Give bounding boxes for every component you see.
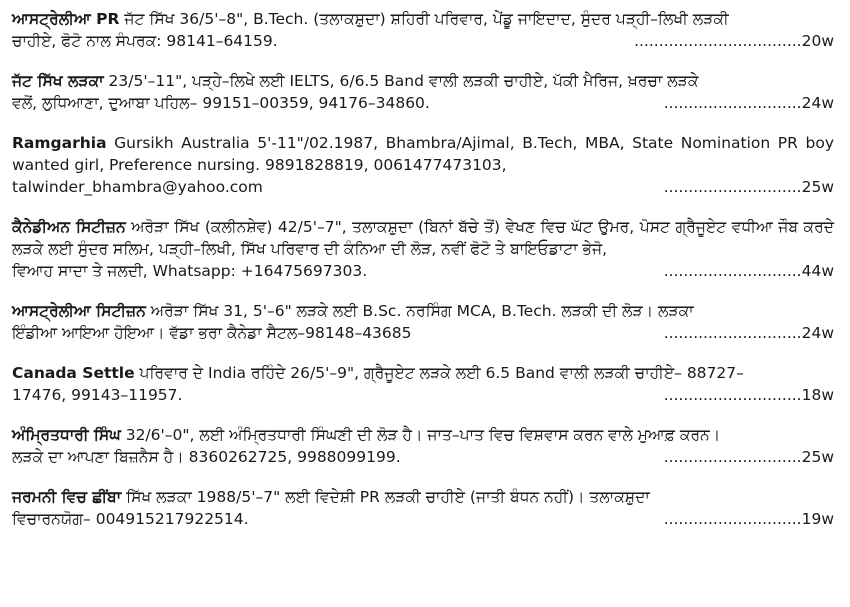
ad-heading: ਜਰਮਨੀ ਵਿਚ ਛੀਂਬਾ: [12, 488, 122, 506]
ad-heading: Canada Settle: [12, 364, 135, 382]
ad-tail: [12, 508, 834, 530]
ad-tail: [12, 322, 834, 344]
ad-text: ਸਿੱਖ ਲੜਕਾ 1988/5'–7" ਲਈ ਵਿਦੇਸ਼ੀ PR ਲੜਕੀ ਚਾਹੀਏ (ਜਾਤੀ ਬੰਧਨ ਨਹੀਂ)। ਤਲਾਕਸ਼ੁਦਾ: [121, 488, 650, 506]
ad-tail: [12, 446, 834, 468]
ad-last-line: ਚਾਹੀਏ, ਫੋਟੋ ਨਾਲ ਸੰਪਰਕ: 98141–64159.: [12, 32, 278, 50]
ad-body: [12, 362, 834, 384]
ad-last-line: ਇੰਡੀਆ ਆਇਆ ਹੋਇਆ। ਵੱਡਾ ਭਰਾ ਕੈਨੇਡਾ ਸੈਟਲ–98148–43685: [12, 324, 412, 342]
ad-body: [12, 70, 834, 92]
ad-word-count: ..................................20w: [634, 32, 834, 50]
ad-canadian-citizen: [12, 216, 836, 282]
ad-canada-settle: [12, 362, 836, 406]
ad-amritdhari-singh: [12, 424, 836, 468]
ad-word-count: ............................24w: [663, 94, 834, 112]
ad-text: ਅਰੋੜਾ ਸਿੱਖ 31, 5'–6" ਲੜਕੇ ਲਈ B.Sc. ਨਰਸਿੰਗ MCA, B.Tech. ਲੜਕੀ ਦੀ ਲੋੜ। ਲੜਕਾ: [145, 302, 694, 320]
ad-last-line: ਵਲੋਂ, ਲੁਧਿਆਣਾ, ਦੁਆਬਾ ਪਹਿਲ– 99151–00359, 94176–34860.: [12, 94, 430, 112]
ad-word-count: ............................19w: [663, 510, 834, 528]
ad-text: 32/6'–0", ਲਈ ਅੰਮ੍ਰਿਤਧਾਰੀ ਸਿੰਘਣੀ ਦੀ ਲੋੜ ਹੈ। ਜਾਤ–ਪਾਤ ਵਿਚ ਵਿਸ਼ਵਾਸ ਕਰਨ ਵਾਲੇ ਮੁਆਫ਼ ਕਰਨ।: [120, 426, 721, 444]
ad-australia-pr: [12, 8, 836, 52]
ad-word-count: ............................24w: [663, 324, 834, 342]
ad-body: [12, 424, 834, 446]
ad-heading: Ramgarhia: [12, 134, 107, 152]
ad-body: [12, 132, 834, 176]
ad-tail: [12, 30, 834, 52]
ad-heading: ਆਸਟ੍ਰੇਲੀਆ ਸਿਟੀਜ਼ਨ: [12, 302, 146, 320]
ad-tail: [12, 176, 834, 198]
ad-text: ਪਰਿਵਾਰ ਦੇ India ਰਹਿੰਦੇ 26/5'–9", ਗ੍ਰੈਜੂਏਟ ਲੜਕੇ ਲਈ 6.5 Band ਵਾਲੀ ਲੜਕੀ ਚਾਹੀਏ– 88727–: [134, 364, 744, 382]
ad-word-count: ............................25w: [663, 178, 834, 196]
ad-body: [12, 8, 834, 30]
ad-jatt-sikh-boy: [12, 70, 836, 114]
ad-text: ਅਰੋੜਾ ਸਿੱਖ (ਕਲੀਨਸ਼ੇਵ) 42/5'–7", ਤਲਾਕਸ਼ੁਦਾ (ਬਿਨਾਂ ਬੱਚੇ ਤੋਂ) ਵੇਖਣ ਵਿਚ ਘੱਟ ਉਮਰ, ਪੋਸਟ ਗ੍ਰੈਜੂਏਟ ਵਧੀਆ ਜੌਬ ਕਰਦੇ ਲੜਕੇ ਲਈ ਸੁੰਦਰ ਸਲਿਮ, ਪੜ੍ਹੀ–ਲਿਖੀ, ਸਿੱਖ ਪਰਿਵਾਰ ਦੀ ਕੰਨਿਆ ਦੀ ਲੋੜ, ਨਵੀਂ ਫੋਟੋ ਤੇ ਬਾਇਓਡਾਟਾ ਭੇਜੋ,: [12, 218, 835, 258]
ad-text: ਜੱਟ ਸਿੱਖ 36/5'–8", B.Tech. (ਤਲਾਕਸ਼ੁਦਾ) ਸ਼ਹਿਰੀ ਪਰਿਵਾਰ, ਪੇਂਡੂ ਜਾਇਦਾਦ, ਸੁੰਦਰ ਪੜ੍ਹੀ–ਲਿਖੀ ਲੜਕੀ: [119, 10, 729, 28]
ad-body: [12, 216, 834, 260]
ad-germany-chhimba: [12, 486, 836, 530]
ad-text: 23/5'–11", ਪੜ੍ਹੇ–ਲਿਖੇ ਲਈ IELTS, 6/6.5 Band ਵਾਲੀ ਲੜਕੀ ਚਾਹੀਏ, ਪੱਕੀ ਮੈਰਿਜ, ਖ਼ਰਚਾ ਲੜਕੇ: [103, 72, 699, 90]
ad-word-count: ............................44w: [663, 262, 834, 280]
ad-body: [12, 300, 834, 322]
ad-last-line: 17476, 99143–11957.: [12, 386, 183, 404]
ad-tail: [12, 92, 834, 114]
ad-heading: ਕੈਨੇਡੀਅਨ ਸਿਟੀਜ਼ਨ: [12, 218, 126, 236]
ad-text: Gursikh Australia 5'-11"/02.1987, Bhambra/Ajimal, B.Tech, MBA, State Nomination PR boy wanted girl, Preference nursing. 9891828819, 0061477473103,: [12, 134, 834, 174]
ad-heading: ਜੱਟ ਸਿੱਖ ਲੜਕਾ: [12, 72, 104, 90]
ad-word-count: ............................25w: [663, 448, 834, 466]
ad-word-count: ............................18w: [663, 386, 834, 404]
ad-last-line: ਵਿਚਾਰਨਯੋਗ– 004915217922514.: [12, 510, 249, 528]
ad-tail: [12, 384, 834, 406]
ad-heading: ਆਸਟ੍ਰੇਲੀਆ PR: [12, 10, 120, 28]
ad-tail: [12, 260, 834, 282]
ad-body: [12, 486, 834, 508]
ad-last-line: talwinder_bhambra@yahoo.com: [12, 178, 263, 196]
ad-heading: ਅੰਮ੍ਰਿਤਧਾਰੀ ਸਿੰਘ: [12, 426, 121, 444]
ad-ramgarhia: [12, 132, 836, 198]
ad-australia-citizen: [12, 300, 836, 344]
ad-last-line: ਵਿਆਹ ਸਾਦਾ ਤੇ ਜਲਦੀ, Whatsapp: +16475697303.: [12, 262, 368, 280]
ad-last-line: ਲੜਕੇ ਦਾ ਆਪਣਾ ਬਿਜ਼ਨੈਸ ਹੈ। 8360262725, 9988099199.: [12, 448, 401, 466]
